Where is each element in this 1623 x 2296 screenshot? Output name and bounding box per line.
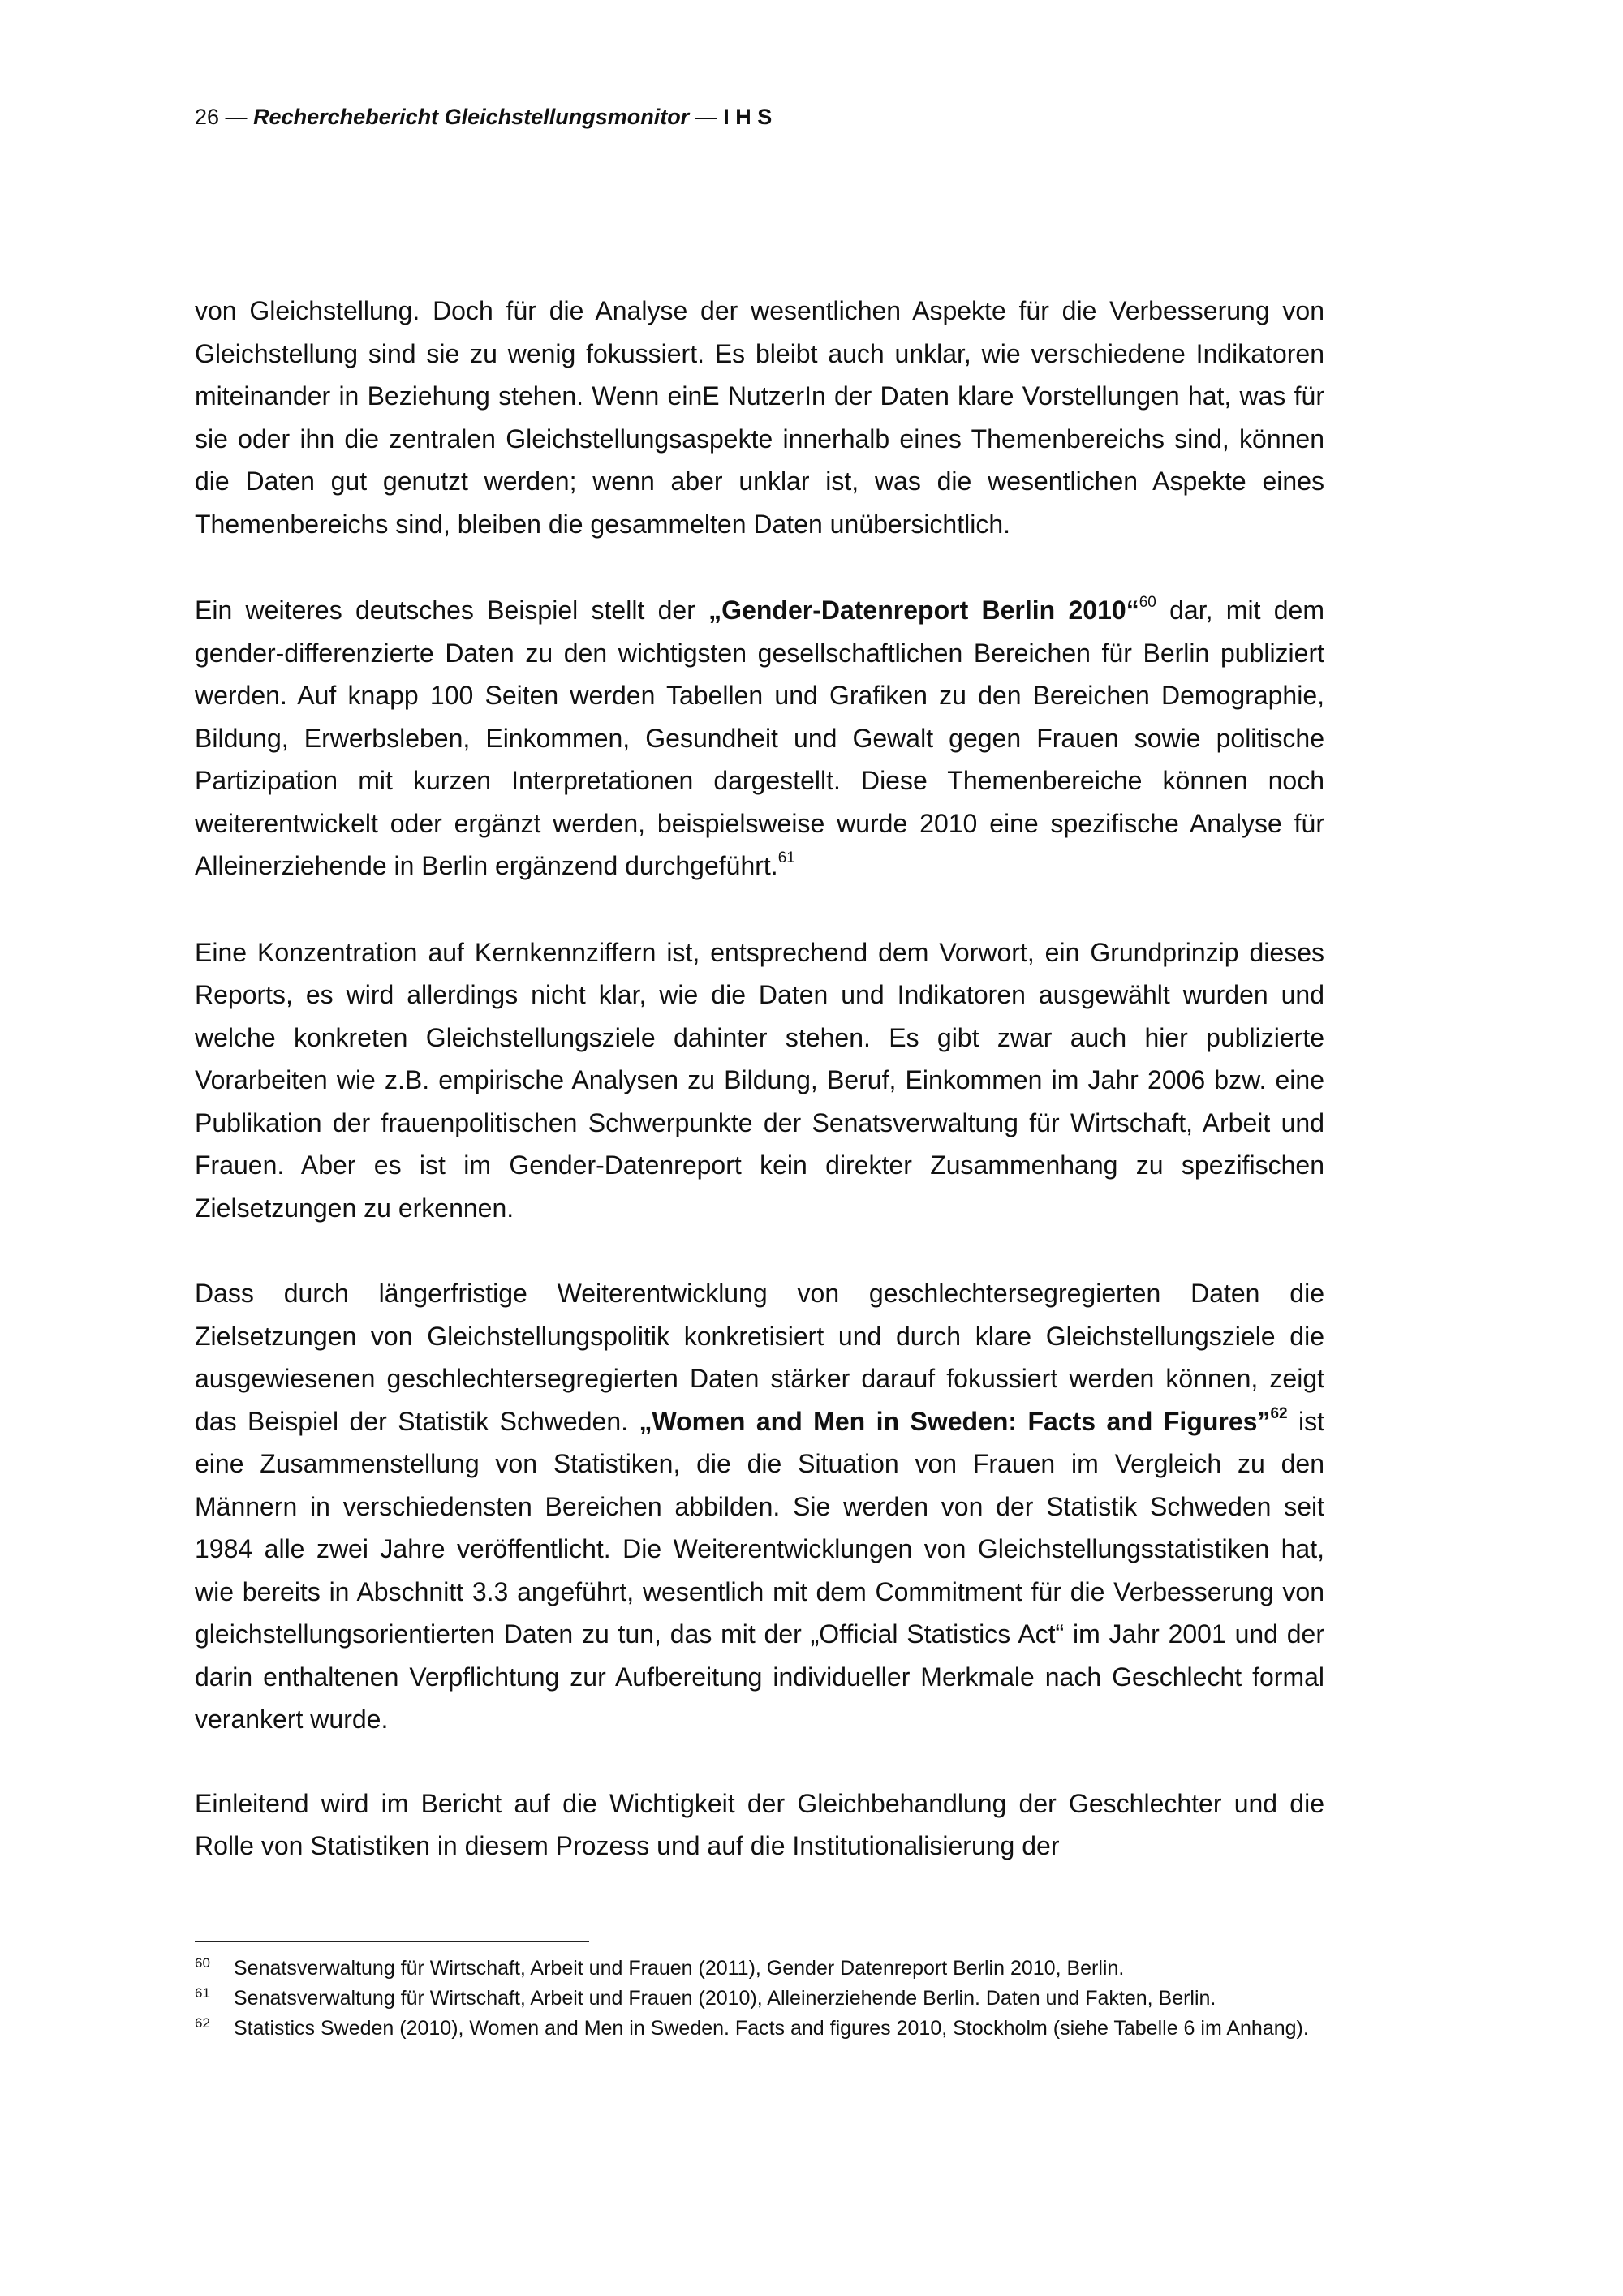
footnote-number: 61: [195, 1985, 210, 2001]
header-separator: —: [689, 105, 724, 129]
footnote-reference[interactable]: 61: [777, 849, 795, 866]
footnote-number: 62: [195, 2015, 210, 2031]
running-header: [195, 102, 772, 131]
paragraph: Eine Konzentration auf Kernkennziffern ist, entsprechend dem Vorwort, ein Grundprinzip dieses Reports, es wird allerdings nicht klar, wie die Daten und Indikatoren ausgewählt wurden und welche konkreten Gleichstellungsziele dahinter stehen. Es gibt zwar auch hier publizierte Vorarbeiten wie z.B. empirische Analysen zu Bildung, Beruf, Einkommen im Jahr 2006 bzw. eine Publikation der frauenpolitischen Schwerpunkte der Senatsverwaltung für Wirtschaft, Arbeit und Frauen. Aber es ist im Gender-Datenreport kein direkter Zusammenhang zu spezifischen Zielsetzungen zu erkennen.: [195, 937, 1324, 1223]
report-title: Recherchebericht Gleichstellungsmonitor: [253, 105, 690, 129]
footnote-text: Senatsverwaltung für Wirtschaft, Arbeit und Frauen (2011), Gender Datenreport Berlin 2010, Berlin.: [234, 1957, 1125, 1980]
paragraph: von Gleichstellung. Doch für die Analyse der wesentlichen Aspekte für die Verbesserung von Gleichstellung sind sie zu wenig fokussiert. Es bleibt auch unklar, wie verschiedene Indikatoren miteinander in Beziehung stehen. Wenn einE NutzerIn der Daten klare Vorstellungen hat, was für sie oder ihn die zentralen Gleichstellungsaspekte innerhalb eines Themenbereichs sind, können die Daten gut genutzt werden; wenn aber unklar ist, was die wesentlichen Aspekte eines Themenbereichs sind, bleiben die gesammelten Daten unübersichtlich.: [195, 296, 1324, 539]
paragraph: [195, 589, 1324, 888]
paragraph-text: ist eine Zusammenstellung von Statistiken, die die Situation von Frauen im Vergleich zu den Männern in verschiedensten Bereichen abbilden. Sie werden von der Statistik Schweden seit 1984 alle zwei Jahre veröffentlicht. Die Weiterentwicklungen von Gleichstellungsstatistiken hat, wie bereits in Abschnitt 3.3 angeführt, wesentlich mit dem Commitment für die Verbesserung von gleichstellungsorientierten Daten zu tun, das mit der „Official Statistics Act“ im Jahr 2001 und der darin enthaltenen Verpflichtung zur Aufbereitung individueller Merkmale nach Geschlecht formal verankert wurde.: [195, 1406, 1325, 1734]
footnote-text: Senatsverwaltung für Wirtschaft, Arbeit und Frauen (2010), Alleinerziehende Berlin. Daten und Fakten, Berlin.: [234, 1987, 1216, 2010]
paragraph-text: Dass durch längerfristige Weiterentwicklung von geschlechtersegregierten Daten die Zielsetzungen von Gleichstellungspolitik konkretisiert und durch klare Gleichstellungsziele die ausgewiesenen geschlechtersegregierten Daten stärker darauf fokussiert werden können, zeigt das Beispiel der Statistik Schweden.: [195, 1279, 1324, 1436]
footnotes: [195, 1955, 1324, 2045]
paragraph-text: Ein weiteres deutsches Beispiel stellt der: [195, 595, 709, 625]
body-text: [195, 290, 1324, 1868]
publication-title: „Gender-Datenreport Berlin 2010“: [708, 595, 1139, 625]
organization-name: I H S: [723, 105, 773, 129]
footnote: [195, 2015, 1324, 2042]
publication-title: „Women and Men in Sweden: Facts and Figures”: [639, 1406, 1271, 1436]
paragraph-text: dar, mit dem gender-differenzierte Daten zu den wichtigsten gesellschaftlichen Bereichen für Berlin publiziert werden. Auf knapp 100 Seiten werden Tabellen und Grafiken zu den Bereichen Demographie, Bildung, Erwerbsleben, Einkommen, Gesundheit und Gewalt gegen Frauen sowie politische Partizipation mit kurzen Interpretationen dargestellt. Diese Themenbereiche können noch weiterentwickelt oder ergänzt werden, beispielsweise wurde 2010 eine spezifische Analyse für Alleinerziehende in Berlin ergänzend durchgeführt.: [195, 595, 1324, 880]
footnote: [195, 1955, 1324, 1982]
footnote-number: 60: [195, 1955, 210, 1971]
footnote-divider: [195, 1941, 589, 1942]
footnote: [195, 1985, 1324, 2012]
footnote-text: Statistics Sweden (2010), Women and Men in Sweden. Facts and figures 2010, Stockholm (siehe Tabelle 6 im Anhang).: [234, 2017, 1309, 2040]
footnote-reference[interactable]: 60: [1139, 594, 1156, 611]
page-number: 26: [195, 105, 220, 129]
header-separator: —: [219, 105, 254, 129]
paragraph: Einleitend wird im Bericht auf die Wichtigkeit der Gleichbehandlung der Geschlechter und die Rolle von Statistiken in diesem Prozess und auf die Institutionalisierung der: [195, 1788, 1324, 1860]
footnote-reference[interactable]: 62: [1270, 1404, 1288, 1422]
paragraph: [195, 1272, 1324, 1741]
